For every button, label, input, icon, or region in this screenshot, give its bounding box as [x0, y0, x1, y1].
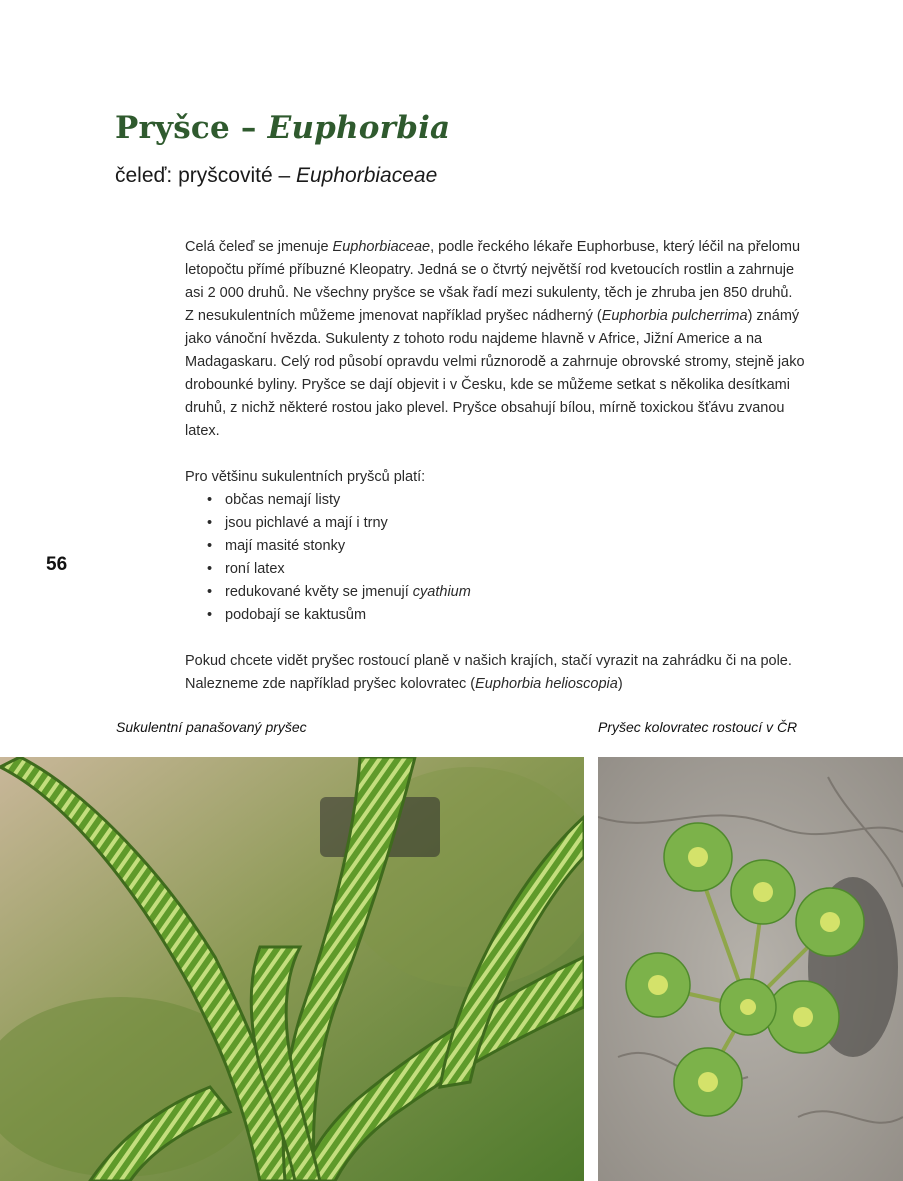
page-number: 56: [46, 554, 68, 575]
closing-text-1: Pokud chcete vidět pryšec rostoucí planě v našich krajích, stačí vyrazit na zahrádku či na pole. Nalezneme zde například pryšec kolovratec (: [185, 653, 792, 692]
closing-text-2: ): [617, 676, 623, 692]
list-item: • občas nemají listy: [207, 489, 805, 512]
photo-variegated-euphorbia: [0, 757, 584, 1181]
list-item: [207, 581, 805, 604]
caption-right: Pryšec kolovratec rostoucí v ČR: [598, 719, 798, 735]
closing-paragraph: [185, 650, 805, 696]
page-subtitle: [115, 164, 437, 188]
caption-left: Sukulentní panašovaný pryšec: [116, 719, 307, 735]
intro-paragraph: [185, 236, 805, 443]
intro-text-2: , podle řeckého lékaře Euphorbuse, který léčil na přelomu letopočtu přímé příbuzné Kleopatry. Jedná se o čtvrtý největší rod kvetoucích rostlin a zahrnuje asi 2 000 druhů. Ne všechny pryšce se však řadí mezi sukulenty, těch je zhruba jen 850 druhů. Z nesukulentních můžeme jmenovat například pryšec nádherný (: [185, 239, 801, 324]
trait-list: [185, 489, 805, 627]
list-item-latin: cyathium: [412, 584, 471, 600]
article-body: [185, 236, 805, 696]
list-item: • roní latex: [207, 558, 805, 581]
photo-euphorbia-helioscopia: [598, 757, 903, 1181]
list-intro: Pro většinu sukulentních pryšců platí:: [185, 469, 426, 485]
title-main: Pryšce –: [115, 110, 257, 146]
title-latin: Euphorbia: [267, 110, 451, 146]
page-title: [115, 110, 450, 146]
intro-latin-1: Euphorbiaceae: [332, 239, 431, 255]
list-item: • podobají se kaktusům: [207, 604, 805, 627]
subtitle-prefix: čeleď: pryšcovité –: [115, 164, 291, 187]
list-item-text: redukované květy se jmenují: [225, 584, 413, 600]
intro-text-3: ) známý jako vánoční hvězda. Sukulenty z tohoto rodu najdeme hlavně v Africe, Jižní Americe a na Madagaskaru. Celý rod působí opravdu velmi různorodě a zahrnuje obrovské stromy, stejně jako drobounké byliny. Pryšce se dají objevit i v Česku, kde se můžeme setkat s několika desítkami druhů, z nichž některé rostou jako plevel. Pryšce obsahují bílou, mírně toxickou šťávu zvanou latex.: [185, 308, 805, 439]
list-item: • jsou pichlavé a mají i trny: [207, 512, 805, 535]
intro-latin-2: Euphorbia pulcherrima: [601, 308, 748, 324]
closing-latin: Euphorbia helioscopia: [475, 676, 618, 692]
list-item: • mají masité stonky: [207, 535, 805, 558]
subtitle-latin: Euphorbiaceae: [296, 164, 438, 187]
intro-text-1: Celá čeleď se jmenuje: [185, 239, 333, 255]
